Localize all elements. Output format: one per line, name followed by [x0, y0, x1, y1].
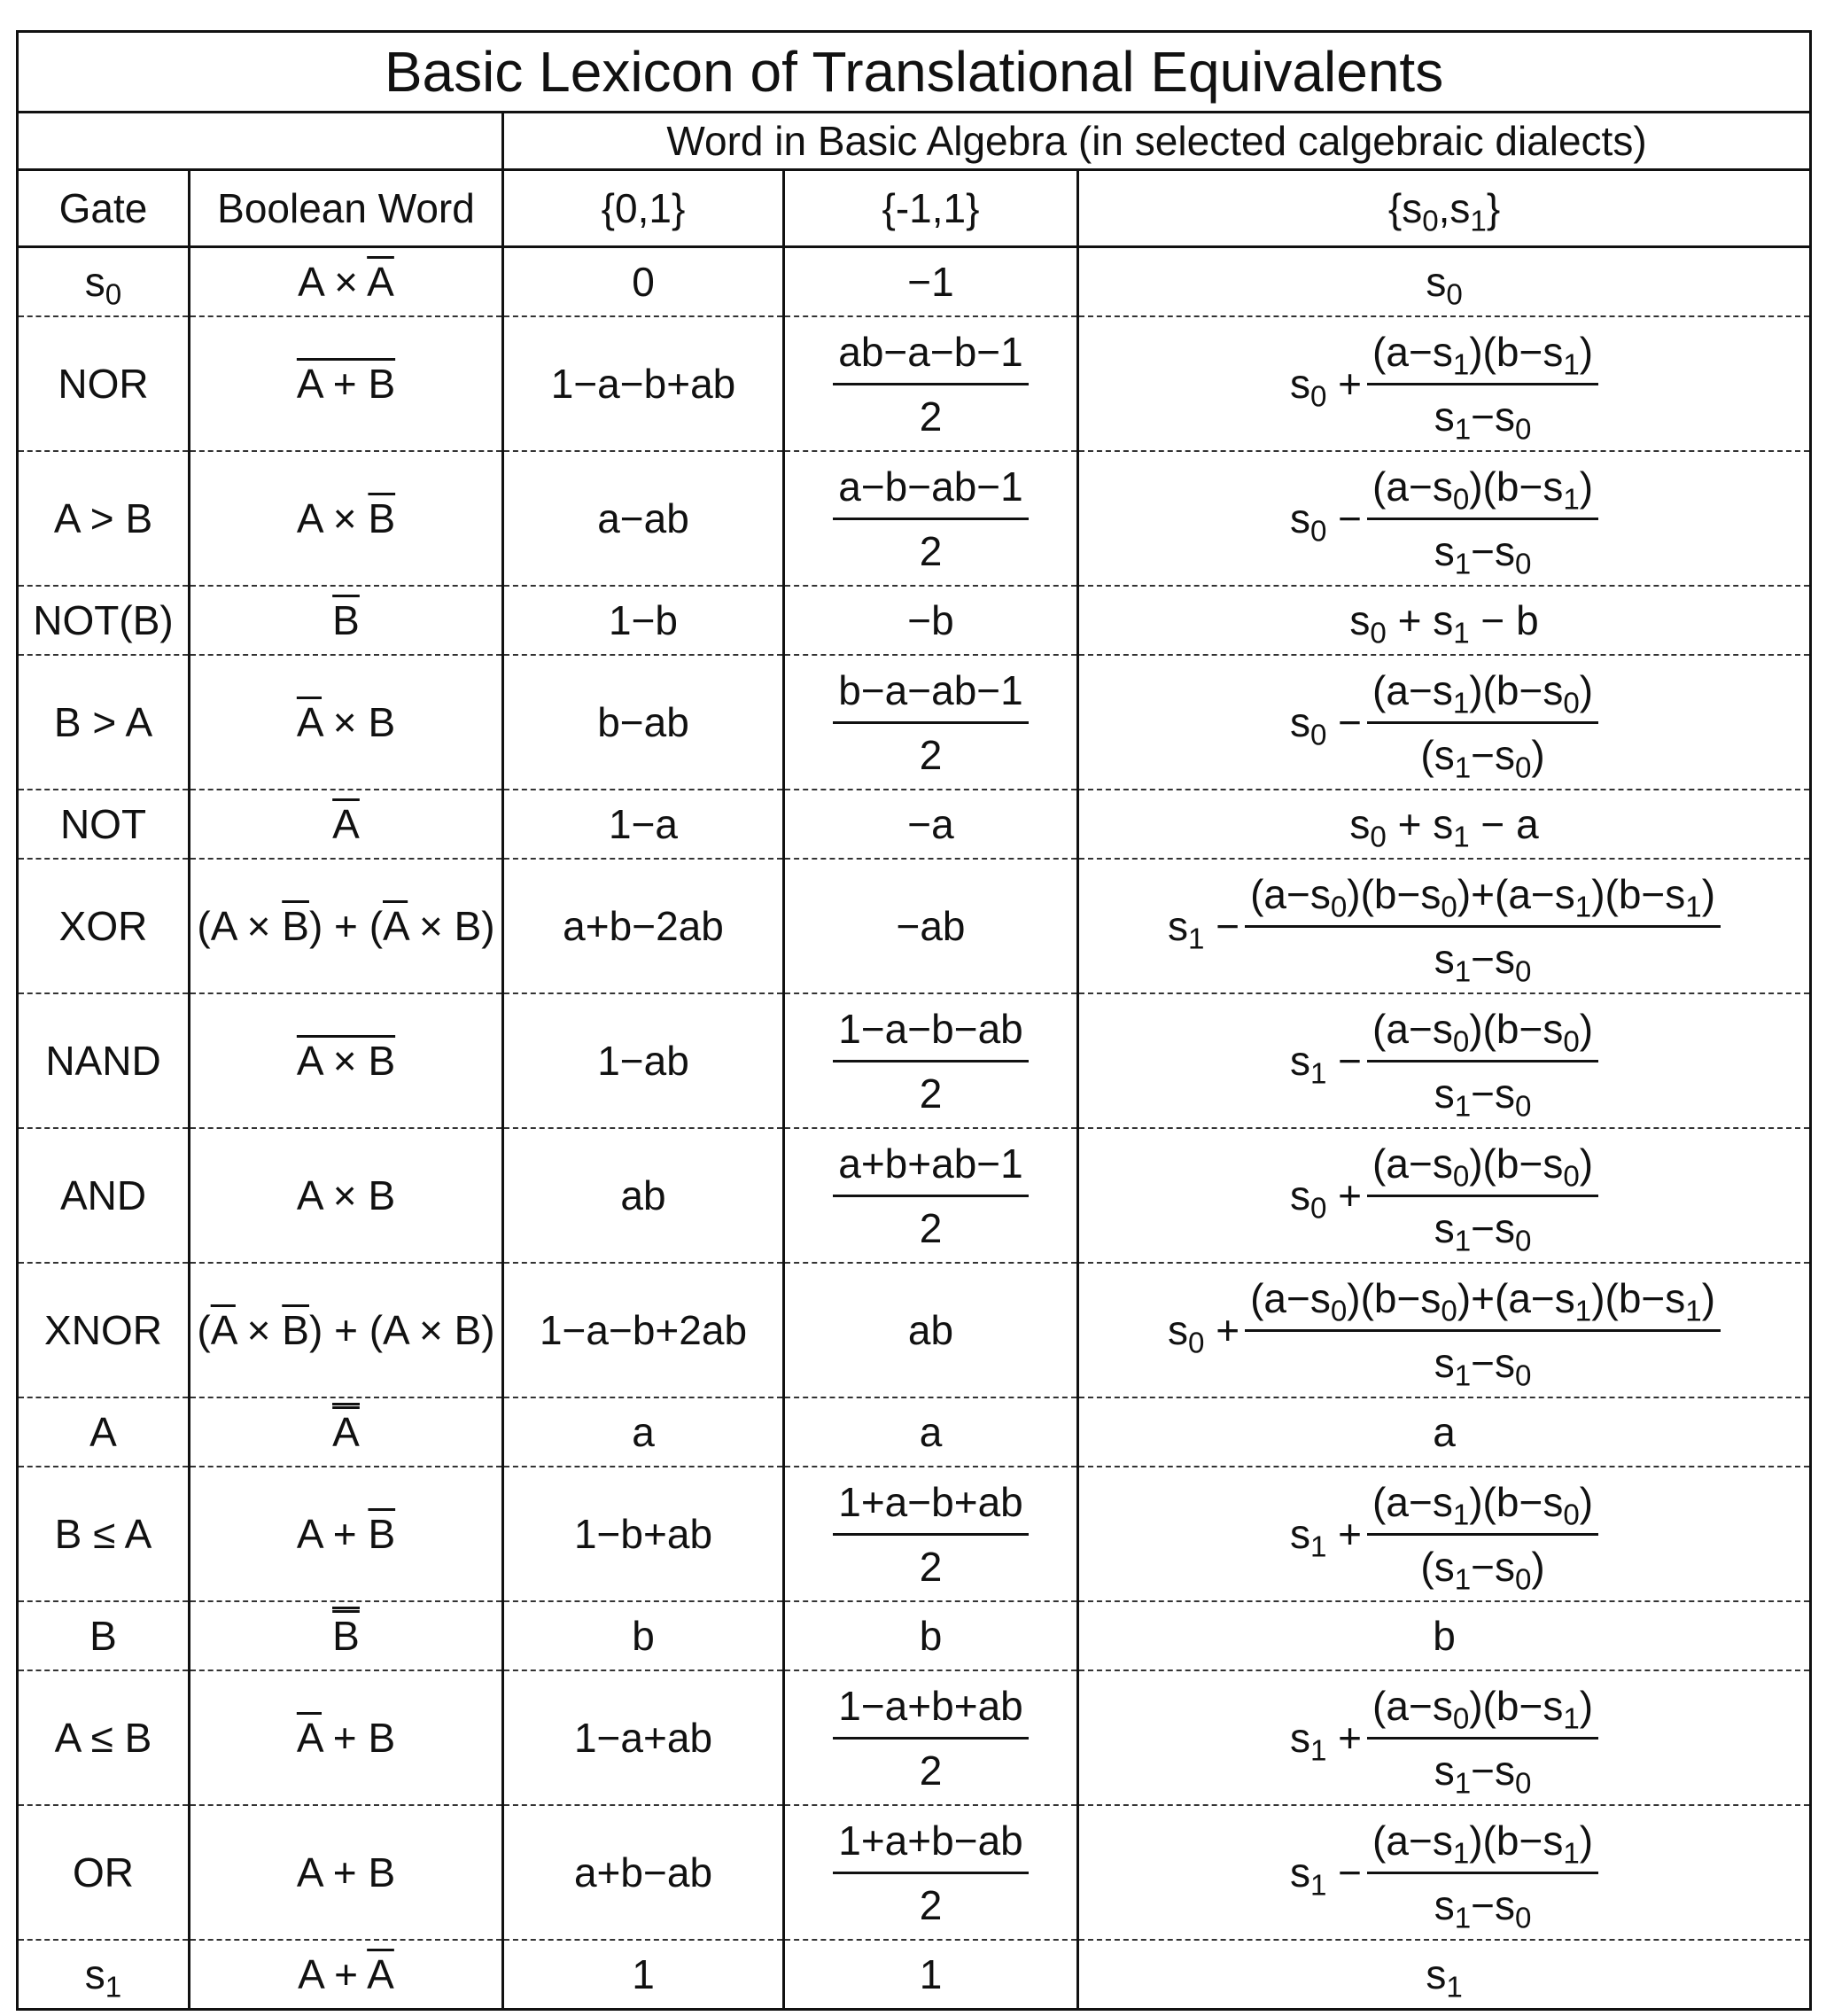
- col-header-01: {0,1}: [503, 170, 784, 247]
- table-row: [18, 1601, 1811, 1670]
- cell-01: 1−ab: [503, 993, 784, 1128]
- cell-s0s1: $s_1$: [1426, 1951, 1463, 2004]
- boolean-word-cell: A + B: [190, 316, 503, 451]
- cell-s0s1: [1078, 1467, 1811, 1601]
- denominator: $s_1-s_0$: [1434, 1881, 1532, 1934]
- table-row: [18, 790, 1811, 859]
- cell-m11: b: [784, 1601, 1078, 1670]
- col-header-gate: Gate: [18, 170, 190, 247]
- blank-header-cell: [18, 113, 503, 170]
- denominator: $s_1-s_0$: [1434, 1747, 1532, 1800]
- cell-01: b: [503, 1601, 784, 1670]
- denominator: 2: [919, 393, 943, 440]
- table-row: [18, 1128, 1811, 1263]
- gate-cell: XNOR: [18, 1263, 190, 1397]
- numerator: $(a-s_0)(b-s_0)+(a-s_1)(b-s_1)$: [1245, 1274, 1721, 1332]
- cell-m11: [784, 1467, 1078, 1601]
- gate-cell: NOR: [18, 316, 190, 451]
- cell-m11: [784, 316, 1078, 451]
- gate-cell: AND: [18, 1128, 190, 1263]
- cell-01: 0: [503, 247, 784, 317]
- lexicon-table: [16, 30, 1812, 2011]
- table-row: [18, 586, 1811, 655]
- prefix: $s_1$ +: [1289, 1715, 1363, 1768]
- cell-m11: [784, 1670, 1078, 1805]
- cell-m11: 1: [784, 1940, 1078, 2010]
- cell-01: 1: [503, 1940, 784, 2010]
- numerator: b−a−ab−1: [833, 666, 1029, 724]
- gate-cell: $s_0$: [18, 247, 190, 317]
- cell-m11: [784, 451, 1078, 586]
- col-header-boolean: Boolean Word: [190, 170, 503, 247]
- cell-01: a: [503, 1397, 784, 1467]
- table-title: Basic Lexicon of Translational Equivalents: [18, 32, 1811, 113]
- cell-m11: [784, 1128, 1078, 1263]
- cell-s0s1: a: [1078, 1397, 1811, 1467]
- cell-m11: −1: [784, 247, 1078, 317]
- table-row: [18, 993, 1811, 1128]
- numerator: $(a-s_0)(b-s_0)+(a-s_1)(b-s_1)$: [1245, 870, 1721, 928]
- boolean-word-cell: $(A \times \overline{B}) + (\overline{A} \times B)$: [190, 859, 503, 993]
- table-row: [18, 1940, 1811, 2010]
- cell-s0s1: [1078, 1805, 1811, 1940]
- cell-s0s1: $s_0$: [1078, 247, 1811, 317]
- cell-01: 1−b+ab: [503, 1467, 784, 1601]
- prefix: $s_1$ −: [1289, 1038, 1363, 1091]
- cell-01: a+b−ab: [503, 1805, 784, 1940]
- prefix: $s_0$ +: [1289, 361, 1363, 414]
- gate-cell: A > B: [18, 451, 190, 586]
- prefix: $s_1$ +: [1289, 1511, 1363, 1564]
- prefix: $s_0$ +: [1168, 1307, 1240, 1360]
- cell-s0s1: $s_0 + s_1 - a$: [1078, 790, 1811, 859]
- denominator: 2: [919, 1204, 943, 1251]
- cell-01: 1−b: [503, 586, 784, 655]
- cell-01: 1−a: [503, 790, 784, 859]
- denominator: $s_1-s_0$: [1434, 1339, 1532, 1392]
- boolean-word-cell: $\overline{B}$: [190, 1601, 503, 1670]
- denominator: 2: [919, 1881, 943, 1928]
- cell-01: ab: [503, 1128, 784, 1263]
- numerator: $(a-s_0)(b-s_1)$: [1367, 1682, 1598, 1740]
- denominator: $s_1-s_0$: [1434, 393, 1532, 446]
- numerator: $(a-s_1)(b-s_0)$: [1367, 666, 1598, 724]
- table-row: [18, 316, 1811, 451]
- group-header: Word in Basic Algebra (in selected calgebraic dialects): [503, 113, 1811, 170]
- prefix: $s_1$ −: [1168, 903, 1240, 956]
- table-row: [18, 1670, 1811, 1805]
- cell-m11: −ab: [784, 859, 1078, 993]
- gate-cell: NOT(B): [18, 586, 190, 655]
- cell-m11: [784, 993, 1078, 1128]
- cell-s0s1: [1078, 1128, 1811, 1263]
- cell-s0s1: [1078, 451, 1811, 586]
- cell-m11: −a: [784, 790, 1078, 859]
- cell-01: a−ab: [503, 451, 784, 586]
- table-row: [18, 1397, 1811, 1467]
- denominator: $(s_1-s_0)$: [1420, 1543, 1545, 1596]
- numerator: 1−a+b+ab: [833, 1682, 1029, 1740]
- gate-cell: $s_1$: [18, 1940, 190, 2010]
- cell-01: 1−a−b+ab: [503, 316, 784, 451]
- numerator: ab−a−b−1: [833, 328, 1029, 385]
- gate-cell: A ≤ B: [18, 1670, 190, 1805]
- boolean-word-cell: $(\overline{A} \times \overline{B}) + (A \times B)$: [190, 1263, 503, 1397]
- gate-cell: B > A: [18, 655, 190, 790]
- boolean-word-cell: $\overline{B}$: [190, 586, 503, 655]
- table-row: [18, 1805, 1811, 1940]
- table-row: [18, 1467, 1811, 1601]
- boolean-word-cell: $\overline{A}$: [190, 790, 503, 859]
- table-row: [18, 247, 1811, 317]
- col-header-s0s1: $\{s_0,s_1\}$: [1078, 170, 1811, 247]
- denominator: 2: [919, 1070, 943, 1117]
- cell-s0s1: [1078, 993, 1811, 1128]
- denominator: $s_1-s_0$: [1434, 935, 1532, 988]
- denominator: $s_1-s_0$: [1434, 527, 1532, 580]
- numerator: a−b−ab−1: [833, 463, 1029, 520]
- cell-01: 1−a−b+2ab: [503, 1263, 784, 1397]
- numerator: $(a-s_0)(b-s_0)$: [1367, 1005, 1598, 1062]
- boolean-word-cell: $\overline{A} + B$: [190, 1670, 503, 1805]
- cell-s0s1: [1078, 1263, 1811, 1397]
- numerator: 1+a+b−ab: [833, 1817, 1029, 1874]
- table-row: [18, 451, 1811, 586]
- table-row: [18, 655, 1811, 790]
- cell-m11: −b: [784, 586, 1078, 655]
- cell-01: a+b−2ab: [503, 859, 784, 993]
- table-row: [18, 1263, 1811, 1397]
- boolean-word-cell: $A \times \overline{B}$: [190, 451, 503, 586]
- table-row: [18, 859, 1811, 993]
- denominator: 2: [919, 731, 943, 778]
- numerator: 1+a−b+ab: [833, 1478, 1029, 1536]
- cell-01: 1−a+ab: [503, 1670, 784, 1805]
- prefix: $s_1$ −: [1289, 1849, 1363, 1903]
- gate-cell: XOR: [18, 859, 190, 993]
- gate-cell: NAND: [18, 993, 190, 1128]
- prefix: $s_0$ +: [1289, 1172, 1363, 1226]
- prefix: $s_0$ −: [1289, 495, 1363, 549]
- boolean-word-cell: $\overline{A}$: [190, 1397, 503, 1467]
- cell-s0s1: [1078, 316, 1811, 451]
- numerator: $(a-s_0)(b-s_0)$: [1367, 1140, 1598, 1197]
- boolean-word-cell: $\overline{A} \times B$: [190, 655, 503, 790]
- cell-01: b−ab: [503, 655, 784, 790]
- cell-s0s1: [1078, 859, 1811, 993]
- gate-cell: OR: [18, 1805, 190, 1940]
- numerator: 1−a−b−ab: [833, 1005, 1029, 1062]
- numerator: $(a-s_1)(b-s_1)$: [1367, 1817, 1598, 1874]
- numerator: a+b+ab−1: [833, 1140, 1029, 1197]
- cell-m11: a: [784, 1397, 1078, 1467]
- numerator: $(a-s_1)(b-s_1)$: [1367, 328, 1598, 385]
- cell-s0s1: $s_0 + s_1 - b$: [1078, 586, 1811, 655]
- denominator: $s_1-s_0$: [1434, 1204, 1532, 1257]
- cell-m11: [784, 655, 1078, 790]
- denominator: 2: [919, 1543, 943, 1590]
- gate-cell: B ≤ A: [18, 1467, 190, 1601]
- cell-m11: ab: [784, 1263, 1078, 1397]
- boolean-word-cell: A × B: [190, 993, 503, 1128]
- gate-cell: NOT: [18, 790, 190, 859]
- boolean-word-cell: A × B: [190, 1128, 503, 1263]
- prefix: $s_0$ −: [1289, 699, 1363, 752]
- cell-s0s1: b: [1078, 1601, 1811, 1670]
- denominator: 2: [919, 527, 943, 574]
- cell-m11: [784, 1805, 1078, 1940]
- numerator: $(a-s_1)(b-s_0)$: [1367, 1478, 1598, 1536]
- cell-s0s1: [1078, 1670, 1811, 1805]
- denominator: $(s_1-s_0)$: [1420, 731, 1545, 784]
- boolean-word-cell: $A \times \overline{A}$: [190, 247, 503, 317]
- boolean-word-cell: $A + \overline{B}$: [190, 1467, 503, 1601]
- gate-cell: B: [18, 1601, 190, 1670]
- denominator: $s_1-s_0$: [1434, 1070, 1532, 1123]
- gate-cell: A: [18, 1397, 190, 1467]
- denominator: 2: [919, 1747, 943, 1794]
- cell-s0s1: [1078, 655, 1811, 790]
- boolean-word-cell: $A + \overline{A}$: [190, 1940, 503, 2010]
- col-header-m11: {-1,1}: [784, 170, 1078, 247]
- boolean-word-cell: A + B: [190, 1805, 503, 1940]
- numerator: $(a-s_0)(b-s_1)$: [1367, 463, 1598, 520]
